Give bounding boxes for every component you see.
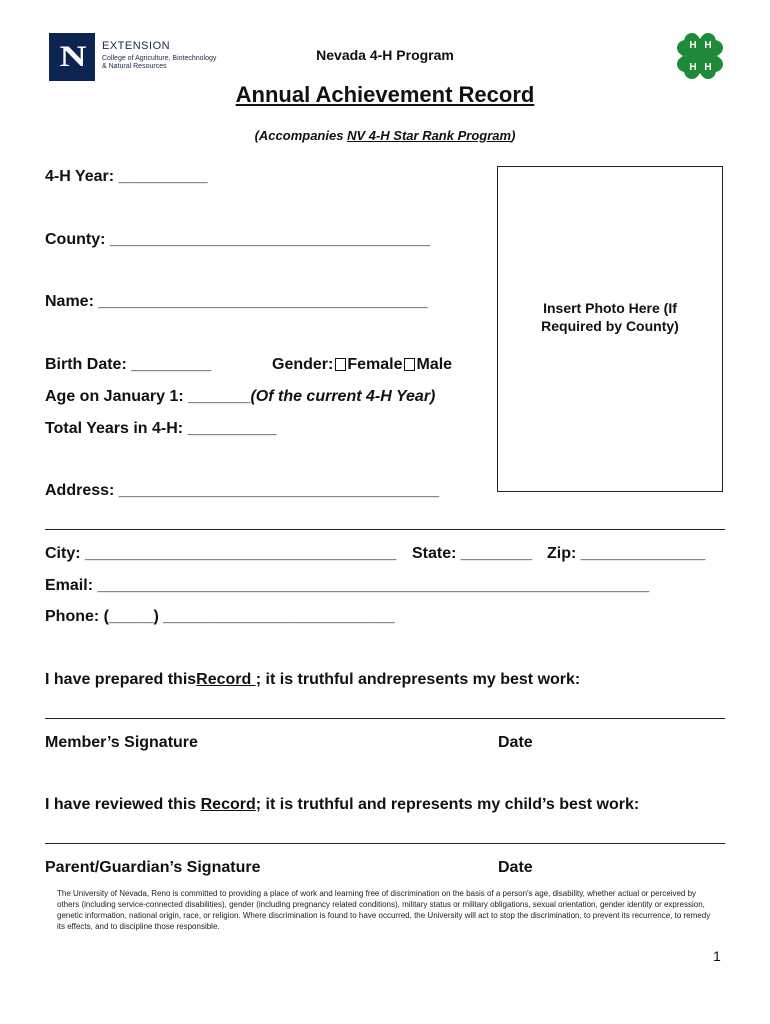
program-name: Nevada 4-H Program (316, 47, 454, 63)
name-field[interactable]: Name: _____________________________________ (45, 293, 428, 310)
address-line-2[interactable] (45, 529, 725, 530)
svg-text:H: H (704, 40, 712, 51)
parent-signature-line[interactable] (45, 843, 725, 844)
member-statement-prefix: I have prepared this (45, 671, 197, 688)
age-field[interactable] (45, 388, 435, 406)
birth-date-field[interactable]: Birth Date: _________ (45, 356, 212, 373)
4-h-clover-icon (672, 28, 728, 84)
parent-record-link: Record (200, 796, 256, 813)
nondiscrimination-disclaimer: The University of Nevada, Reno is committed to providing a place of work and learning free of discrimination on the basis of a person's age, disability, whether actual or perceived by others (including service-connected disabilities), gender (including pregnancy related conditions), military status or military obligations, sexual orientation, gender identity or expression, genetic information, national origin, race, or religion. Where discrimination is found to have occurred, the University will act to stop the discrimination, to prevent its recurrence, to remedy its effects, and to discipline those responsible. (57, 889, 711, 931)
male-checkbox[interactable] (404, 358, 415, 371)
email-field[interactable]: Email: ______________________________________________________________ (45, 577, 650, 594)
photo-box[interactable] (497, 166, 723, 492)
parent-statement-suffix: ; it is truthful and represents my child’s best work: (255, 796, 640, 813)
member-signature-label: Member’s Signature (45, 734, 198, 751)
parent-date-label: Date (498, 859, 533, 876)
member-record-link: Record (196, 671, 256, 688)
age-note: (Of the current 4-H Year) (250, 388, 436, 405)
member-statement (45, 671, 580, 689)
subtitle-prefix: (Accompanies (254, 128, 348, 143)
zip-field[interactable]: Zip: ______________ (547, 545, 706, 562)
female-checkbox[interactable] (335, 358, 346, 371)
age-label: Age on January 1: _______ (45, 388, 251, 405)
year-field[interactable]: 4-H Year: __________ (45, 168, 208, 185)
star-rank-link[interactable]: NV 4-H Star Rank Program (347, 128, 512, 143)
page-number: 1 (713, 948, 721, 964)
parent-signature-label: Parent/Guardian’s Signature (45, 859, 261, 876)
photo-box-label: Insert Photo Here (If Required by County) (541, 300, 679, 334)
page-title (0, 82, 770, 108)
gender-label: Gender: (272, 356, 334, 373)
extension-subtitle: College of Agriculture, Biotechnology & Natural Resources (102, 55, 217, 70)
svg-text:H: H (689, 62, 697, 73)
extension-title: EXTENSION (102, 40, 171, 52)
page-title-text: Annual Achievement Record (235, 82, 535, 107)
svg-text:H: H (689, 40, 697, 51)
svg-text:H: H (704, 62, 712, 73)
total-years-field[interactable]: Total Years in 4-H: __________ (45, 420, 277, 437)
subtitle-suffix: ) (511, 128, 516, 143)
member-signature-line[interactable] (45, 718, 725, 719)
male-label: Male (416, 356, 453, 373)
county-field[interactable]: County: ____________________________________ (45, 231, 431, 248)
state-field[interactable]: State: ________ (412, 545, 533, 562)
logo-letter: N (59, 40, 85, 73)
gender-field (272, 356, 452, 374)
city-field[interactable]: City: ___________________________________ (45, 545, 397, 562)
phone-field[interactable]: Phone: (_____) __________________________ (45, 608, 395, 625)
parent-statement-prefix: I have reviewed this (45, 796, 201, 813)
address-field[interactable]: Address: ____________________________________ (45, 482, 440, 499)
female-label: Female (347, 356, 403, 373)
page-subtitle (0, 128, 770, 143)
member-date-label: Date (498, 734, 533, 751)
parent-statement (45, 796, 639, 814)
member-statement-suffix: ; it is truthful andrepresents my best work: (255, 671, 581, 688)
